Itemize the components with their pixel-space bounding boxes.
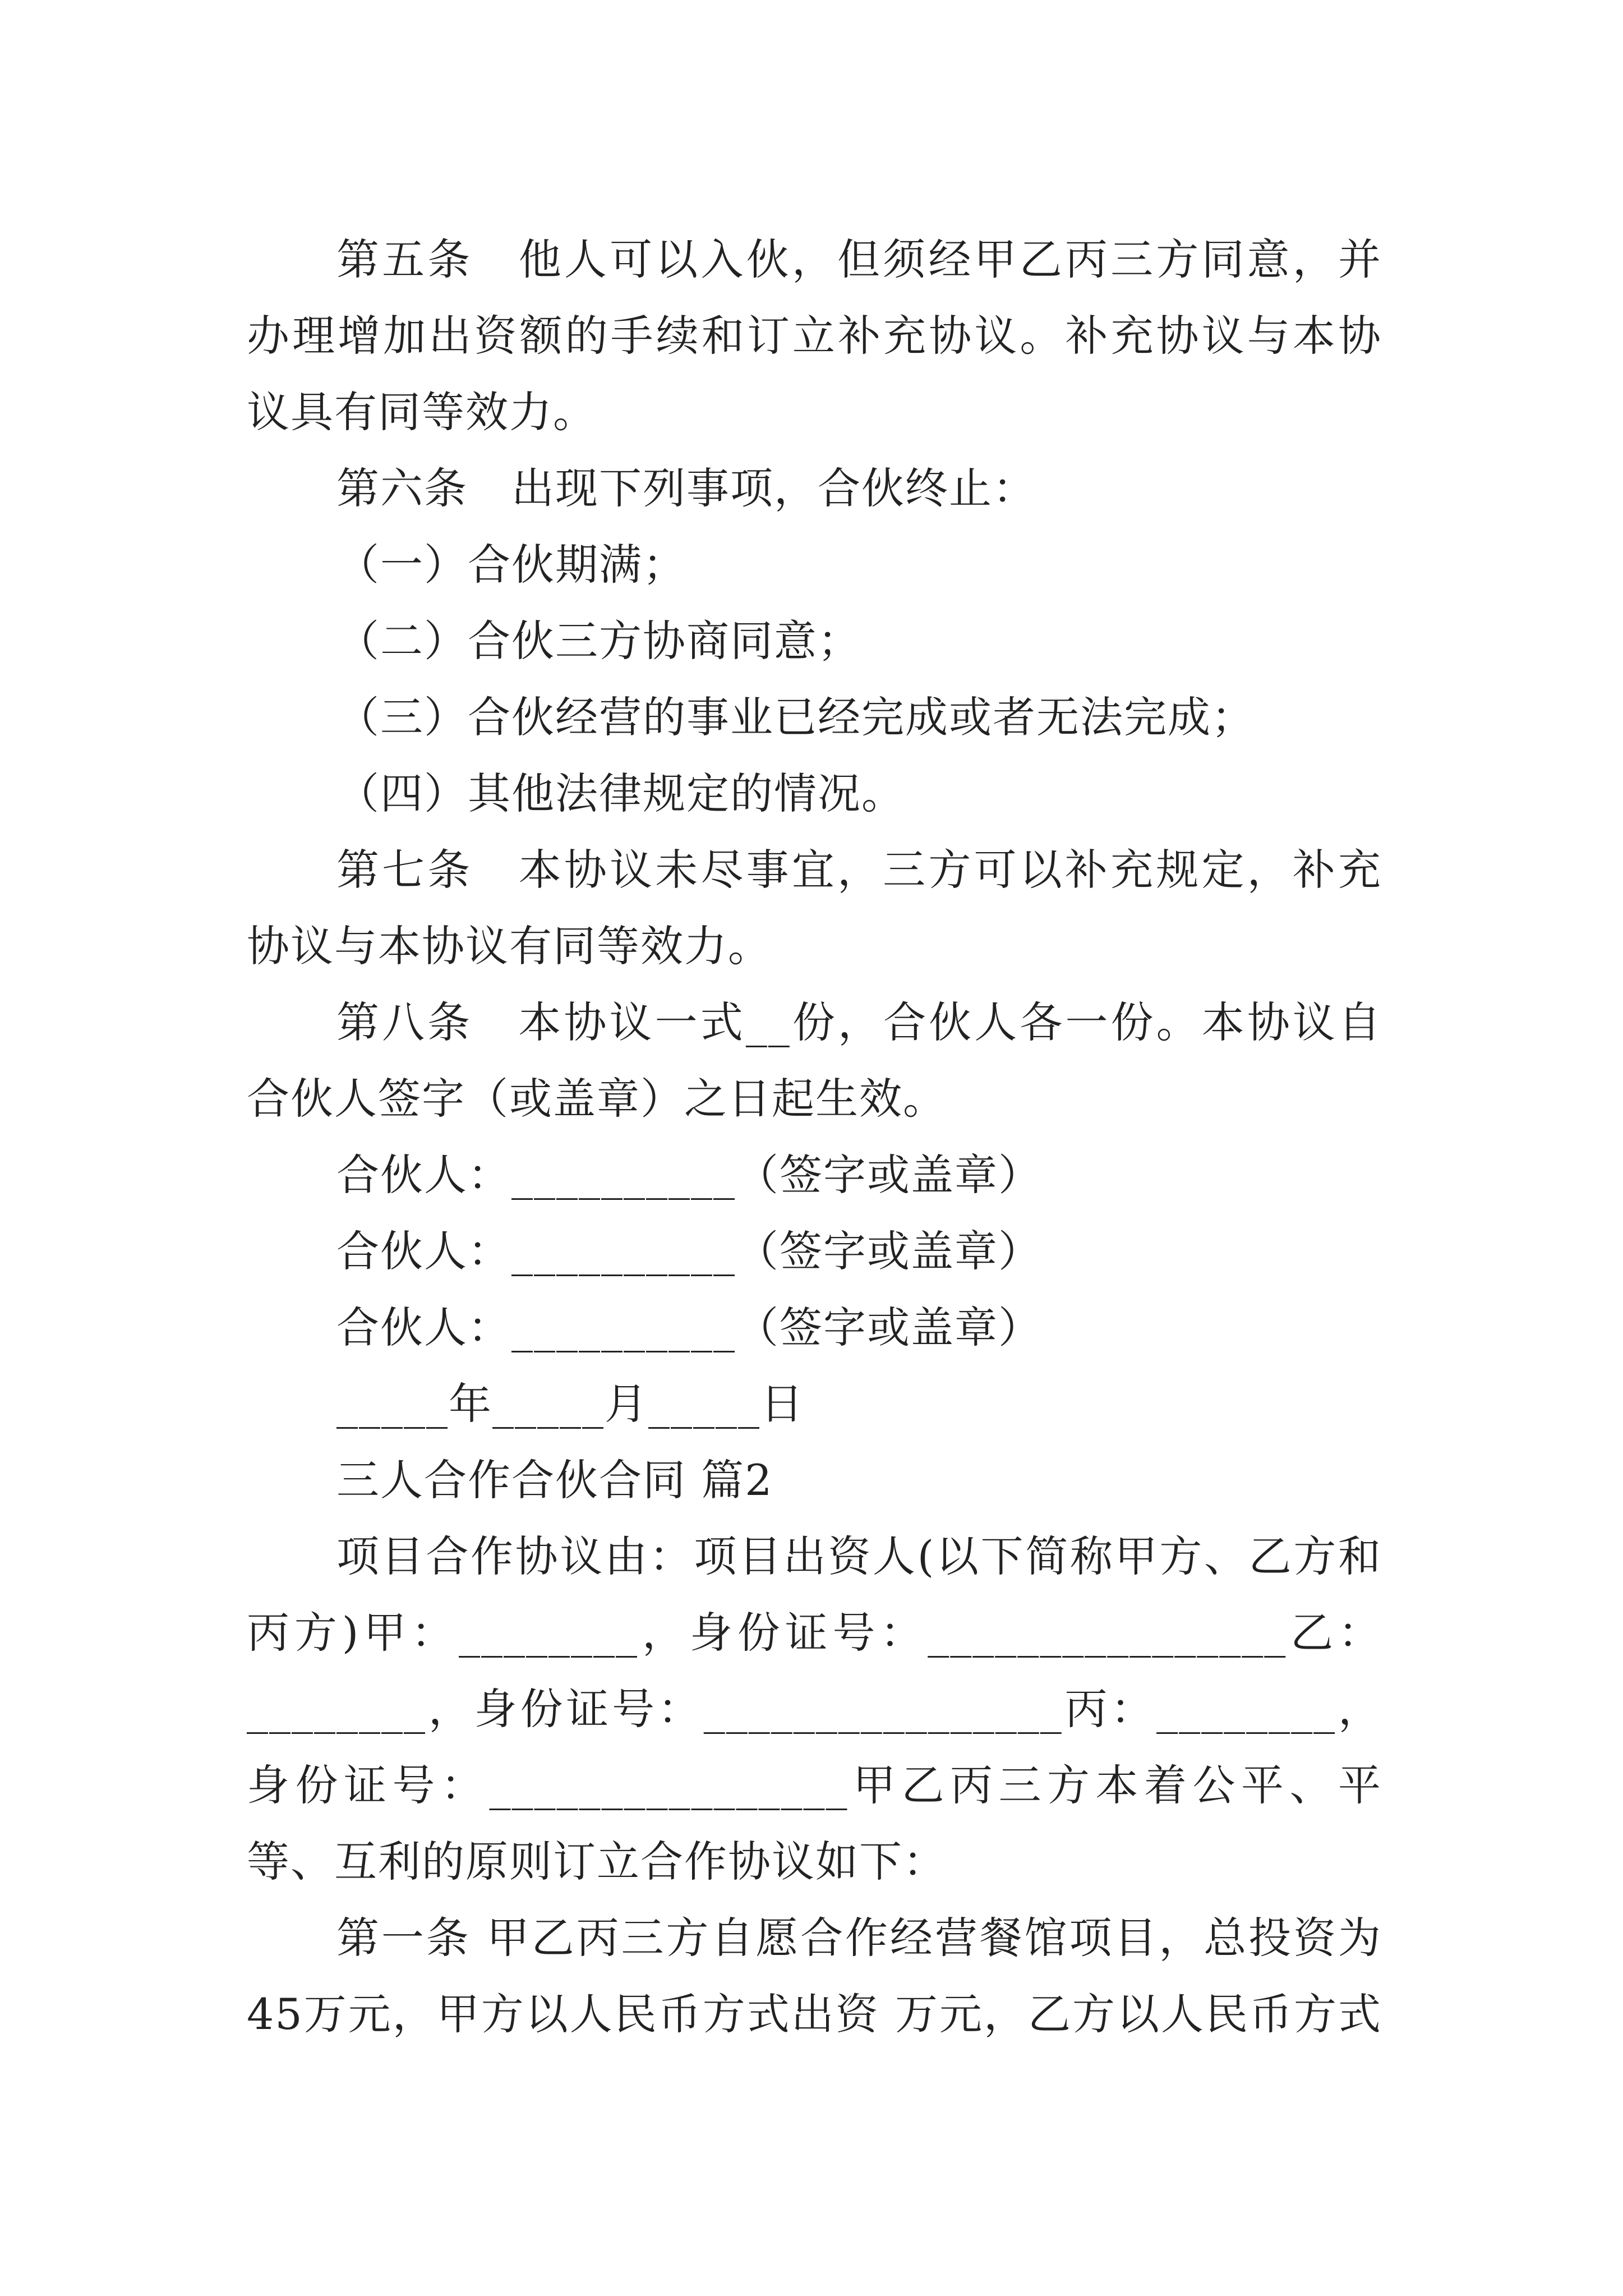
article-6-item-3: （三）合伙经营的事业已经完成或者无法完成； (336, 692, 1255, 742)
section-title: 三人合作合伙合同 篇2 (336, 1455, 773, 1505)
article-6-item-2: （二）合伙三方协商同意； (336, 616, 861, 666)
article-5: 第五条 他人可以入伙，但须经甲乙丙三方同意，并办理增加出资额的手续和订立补充协议。补充协议与本协议具有同等效力。 (247, 234, 1382, 437)
partner-signature-line: 合伙人：__________（签字或盖章） (336, 1303, 1042, 1352)
article-1: 第一条 甲乙丙三方自愿合作经营餐馆项目，总投资为45万元，甲方以人民币方式出资 万元，乙方以人民币方式 (247, 1913, 1382, 2039)
article-6-item-4: （四）其他法律规定的情况。 (336, 769, 905, 818)
date-line: _____年_____月_____日 (336, 1379, 804, 1429)
article-6-item-1: （一）合伙期满； (336, 540, 686, 590)
partner-signature-line: 合伙人：__________（签字或盖章） (336, 1226, 1042, 1276)
article-8: 第八条 本协议一式__份，合伙人各一份。本协议自合伙人签字（或盖章）之日起生效。 (247, 997, 1382, 1124)
partner-signature-line: 合伙人：__________（签字或盖章） (336, 1150, 1042, 1200)
article-6: 第六条 出现下列事项，合伙终止： (336, 463, 1036, 513)
article-7: 第七条 本协议未尽事宜，三方可以补充规定，补充协议与本协议有同等效力。 (247, 845, 1382, 971)
agreement-preamble: 项目合作协议由：项目出资人(以下简称甲方、乙方和丙方)甲：________，身份证号：________________乙：________，身份证号：________________丙：________，身份证号：________________甲乙丙三方本着公平、平等、互利的原则订立合作协议如下： (247, 1531, 1382, 1887)
document-page (247, 222, 1382, 2053)
